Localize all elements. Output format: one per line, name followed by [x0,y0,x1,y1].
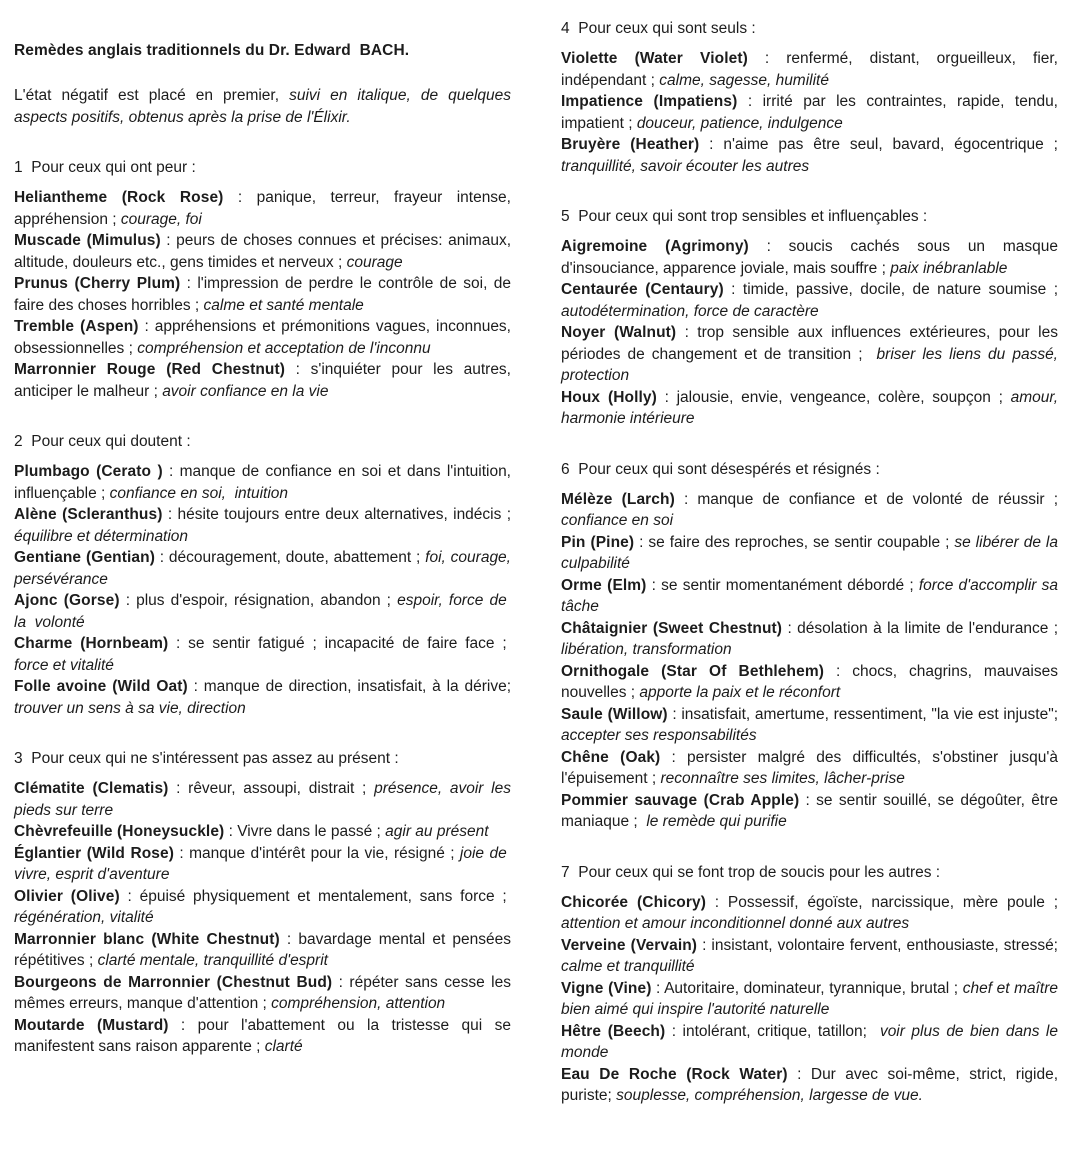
remedy-negative-text: : se faire des reproches, se sentir coupable ; [634,533,955,551]
remedy-entry [561,704,1058,747]
remedy-negative-text: : Possessif, égoïste, narcissique, mère poule ; [705,893,1059,911]
remedy-negative-text: : répéter sans cesse les mêmes erreurs, manque d'attention ; [14,973,512,1012]
remedy-positive-text: présence, avoir les pieds sur terre [14,780,511,819]
remedy-positive-text: voir plus de bien dans le monde [561,1022,1058,1061]
remedy-section [14,157,511,402]
remedy-entry [14,273,511,316]
remedy-name: Eau De Roche (Rock Water) [561,1065,788,1083]
remedy-entry [561,532,1058,575]
remedy-negative-text: : trop sensible aux influences extérieures, pour les périodes de changement et de transition ; [561,324,1058,363]
intro-italic-text: suivi en italique, de quelques aspects positifs, obtenus après la prise de l'Élixir. [14,87,511,126]
remedy-negative-text: : Vivre dans le passé ; [224,823,386,840]
remedy-positive-text: souplesse, compréhension, largesse de vue. [616,1087,923,1104]
remedy-entry [561,790,1058,833]
section-heading: 6 Pour ceux qui sont désespérés et résignés : [561,460,880,478]
remedy-positive-text: calme et tranquillité [561,958,695,975]
remedy-negative-text: : se sentir souillé, se dégoûter, être maniaque ; [561,791,1058,830]
section-heading: 1 Pour ceux qui ont peur : [14,159,196,176]
remedy-positive-text: joie de vivre, esprit d'aventure [14,844,511,883]
remedy-name: Clématite (Clematis) [14,780,169,797]
section-heading: 7 Pour ceux qui se font trop de soucis pour les autres : [561,863,941,881]
remedy-entry [14,230,511,273]
remedy-negative-text: : Dur avec soi-même, strict, rigide, puriste; [561,1065,1058,1104]
remedy-name: Ornithogale (Star Of Bethlehem) [561,662,824,680]
remedy-name: Ajonc (Gorse) [14,592,120,609]
remedy-entry [561,747,1058,790]
remedy-positive-text: accepter ses responsabilités [561,727,757,744]
remedy-entry [14,461,511,504]
remedy-negative-text: : persister malgré des difficultés, s'obstiner jusqu'à l'épuisement ; [561,748,1058,787]
remedy-entry [561,978,1058,1021]
document-title: Remèdes anglais traditionnels du Dr. Edward BACH. [14,42,410,59]
remedy-negative-text: : Autoritaire, dominateur, tyrannique, brutal ; [651,979,963,997]
remedy-name: Alène (Scleranthus) [14,506,163,523]
remedy-name: Marronnier Rouge (Red Chestnut) [14,361,286,378]
remedy-name: Pin (Pine) [561,533,635,551]
remedy-entry [14,778,511,821]
remedy-negative-text: : insistant, volontaire fervent, enthousiaste, stressé; [697,936,1058,954]
remedy-positive-text: briser les liens du passé, protection [561,345,1058,384]
remedy-positive-text: trouver un sens à sa vie, direction [14,699,246,717]
remedy-name: Chèvrefeuille (Honeysuckle) [14,823,225,840]
remedy-positive-text: douceur, patience, indulgence [636,114,843,132]
remedy-positive-text: courage, foi [120,210,202,228]
remedy-name: Gentiane (Gentian) [14,549,155,566]
remedy-negative-text: : épuisé physiquement et mentalement, sans force ; [119,887,511,905]
remedy-entry [561,48,1058,91]
remedy-negative-text: : n'aime pas être seul, bavard, égocentrique ; [699,136,1058,153]
remedy-name: Vigne (Vine) [561,979,652,997]
remedy-section [14,431,511,719]
remedy-positive-text: clarté mentale, tranquillité d'esprit [97,952,328,969]
remedy-negative-text: : insatisfait, amertume, ressentiment, "la vie est injuste"; [667,705,1058,723]
remedy-entry [14,633,511,676]
remedy-negative-text: : s'inquiéter pour les autres, anticiper le malheur ; [14,361,511,400]
remedy-name: Églantier (Wild Rose) [14,844,175,862]
remedy-entry [561,1021,1058,1064]
remedy-negative-text: : se sentir momentanément débordé ; [646,576,919,594]
remedy-negative-text: : intolérant, critique, tatillon; [665,1022,880,1040]
remedy-negative-text: : soucis cachés sous un masque d'insouciance, apparence joviale, mais souffre ; [561,238,1058,277]
remedy-positive-text: amour, harmonie intérieure [561,388,1058,427]
remedy-negative-text: : bavardage mental et pensées répétitives ; [14,930,511,969]
remedy-name: Charme (Hornbeam) [14,635,169,652]
remedy-entry [14,590,511,633]
remedy-negative-text: : hésite toujours entre deux alternatives, indécis ; [162,506,512,523]
section-heading: 3 Pour ceux qui ne s'intéressent pas assez au présent : [14,750,399,767]
section-heading: 2 Pour ceux qui doutent : [14,433,191,450]
remedy-name: Violette (Water Violet) [561,50,748,67]
remedy-section [561,459,1058,833]
remedy-name: Houx (Holly) [561,388,657,406]
remedy-negative-text: : jalousie, envie, vengeance, colère, soupçon ; [656,388,1011,406]
remedy-name: Aigremoine (Agrimony) [561,238,749,255]
section-heading: 5 Pour ceux qui sont trop sensibles et influençables : [561,208,928,225]
remedy-positive-text: calme, sagesse, humilité [659,71,829,89]
remedy-negative-text: : peurs de choses connues et précises: animaux, altitude, douleurs etc., gens timides et nerveux ; [14,232,511,271]
remedy-entry [561,322,1058,387]
remedy-positive-text: le remède qui purifie [646,813,787,830]
remedy-entry [14,886,511,929]
remedy-positive-text: espoir, force de la volonté [14,592,511,631]
remedy-entry [561,618,1058,661]
remedy-name: Bourgeons de Marronnier (Chestnut Bud) [14,973,333,991]
remedy-name: Mélèze (Larch) [561,490,675,508]
remedy-entry [14,676,511,719]
remedy-negative-text: : plus d'espoir, résignation, abandon ; [119,592,398,609]
remedy-positive-text: courage [346,253,403,271]
remedy-name: Muscade (Mimulus) [14,232,161,249]
remedy-name: Orme (Elm) [561,576,647,594]
remedy-name: Chêne (Oak) [561,748,661,766]
remedy-positive-text: équilibre et détermination [14,527,189,545]
remedy-name: Moutarde (Mustard) [14,1016,169,1034]
remedy-section [561,18,1058,177]
remedy-name: Hêtre (Beech) [561,1022,666,1040]
remedy-name: Heliantheme (Rock Rose) [14,189,224,206]
remedy-name: Chicorée (Chicory) [561,893,706,911]
remedy-positive-text: clarté [264,1038,303,1055]
remedy-entry [14,929,511,972]
remedy-positive-text: confiance en soi [561,512,674,529]
left-column-sections [14,157,511,1058]
remedy-section [14,748,511,1058]
remedy-name: Bruyère (Heather) [561,136,700,153]
remedy-positive-text: agir au présent [385,823,489,840]
remedy-positive-text: foi, courage, persévérance [14,549,511,588]
remedy-section [561,206,1058,430]
remedy-positive-text: régénération, vitalité [14,909,154,926]
remedy-positive-text: se libérer de la culpabilité [561,533,1058,572]
remedy-entry [14,821,511,843]
remedy-negative-text: : désolation à la limite de l'endurance ; [782,619,1058,637]
remedy-entry [561,575,1058,618]
remedy-entry [561,935,1058,978]
remedy-name: Olivier (Olive) [14,887,120,905]
remedy-name: Châtaignier (Sweet Chestnut) [561,619,783,637]
remedy-negative-text: : renfermé, distant, orgueilleux, fier, indépendant ; [561,50,1058,89]
remedy-entry [561,892,1058,935]
remedy-positive-text: libération, transformation [561,641,732,658]
remedy-section [561,862,1058,1107]
remedy-name: Folle avoine (Wild Oat) [14,678,188,695]
remedy-name: Centaurée (Centaury) [561,281,724,298]
remedy-entry [561,279,1058,322]
remedy-entry [561,489,1058,532]
remedy-entry [561,1064,1058,1107]
remedy-entry [14,504,511,547]
remedy-positive-text: force et vitalité [14,656,114,674]
remedy-positive-text: force d'accomplir sa tâche [561,576,1058,615]
remedy-negative-text: : se sentir fatigué ; incapacité de faire face ; [168,635,511,652]
remedy-entry [14,843,511,886]
remedy-negative-text: : manque de confiance et de volonté de réussir ; [674,490,1058,508]
remedy-name: Impatience (Impatiens) [561,93,738,110]
right-column-sections [561,18,1058,1107]
remedy-positive-text: paix inébranlable [890,259,1008,277]
remedy-entry [14,972,511,1015]
remedy-negative-text: : panique, terreur, frayeur intense, appréhension ; [14,189,511,228]
remedy-entry [561,661,1058,704]
remedy-negative-text: : appréhensions et prémonitions vagues, inconnues, obsessionnelles ; [14,318,511,357]
remedy-negative-text: : manque d'intérêt pour la vie, résigné ; [174,844,460,862]
remedy-entry [14,547,511,590]
remedy-name: Plumbago (Cerato ) [14,463,163,480]
remedy-positive-text: tranquillité, savoir écouter les autres [561,157,810,175]
remedy-negative-text: : découragement, doute, abattement ; [154,549,426,566]
remedy-negative-text: : rêveur, assoupi, distrait ; [168,780,375,797]
remedy-positive-text: reconnaître ses limites, lâcher-prise [660,770,905,787]
intro-regular-text: L'état négatif est placé en premier, [14,87,290,104]
remedy-negative-text: : l'impression de perdre le contrôle de soi, de faire des choses horribles ; [14,275,511,314]
remedy-name: Noyer (Walnut) [561,324,677,341]
remedy-negative-text: : chocs, chagrins, mauvaises nouvelles ; [561,662,1058,701]
remedy-positive-text: chef et maître bien aimé qui inspire l'autorité naturelle [561,979,1059,1018]
remedy-entry [561,236,1058,279]
remedy-negative-text: : pour l'abattement ou la tristesse qui se manifestent sans raison apparente ; [14,1016,511,1055]
remedy-entry [14,359,511,402]
remedy-name: Saule (Willow) [561,705,668,723]
remedy-entry [14,316,511,359]
remedy-entry [561,91,1058,134]
intro-paragraph [14,85,511,128]
remedy-name: Verveine (Vervain) [561,936,698,954]
remedy-negative-text: : manque de direction, insatisfait, à la dérive; [187,678,511,695]
remedy-negative-text: : timide, passive, docile, de nature soumise ; [723,281,1058,298]
remedy-name: Tremble (Aspen) [14,318,139,335]
remedy-positive-text: attention et amour inconditionnel donné aux autres [561,915,910,932]
remedy-positive-text: confiance en soi, intuition [109,484,289,502]
remedy-positive-text: apporte la paix et le réconfort [639,684,841,701]
remedy-name: Pommier sauvage (Crab Apple) [561,791,800,809]
remedy-positive-text: compréhension et acceptation de l'inconnu [137,339,431,357]
right-column [561,16,1058,1107]
remedy-entry [561,134,1058,177]
remedy-entry [14,1015,511,1058]
remedy-positive-text: compréhension, attention [271,995,446,1012]
remedy-entry [14,187,511,230]
left-column [14,16,511,1107]
remedy-negative-text: : irrité par les contraintes, rapide, tendu, impatient ; [561,93,1058,132]
remedy-positive-text: autodétermination, force de caractère [561,302,819,320]
remedy-negative-text: : manque de confiance en soi et dans l'intuition, influençable ; [14,463,511,502]
remedy-positive-text: avoir confiance en la vie [162,382,329,400]
remedy-name: Marronnier blanc (White Chestnut) [14,930,280,948]
remedy-entry [561,387,1058,430]
section-heading: 4 Pour ceux qui sont seuls : [561,20,756,37]
remedy-name: Prunus (Cherry Plum) [14,275,181,292]
remedy-positive-text: calme et santé mentale [203,296,364,314]
